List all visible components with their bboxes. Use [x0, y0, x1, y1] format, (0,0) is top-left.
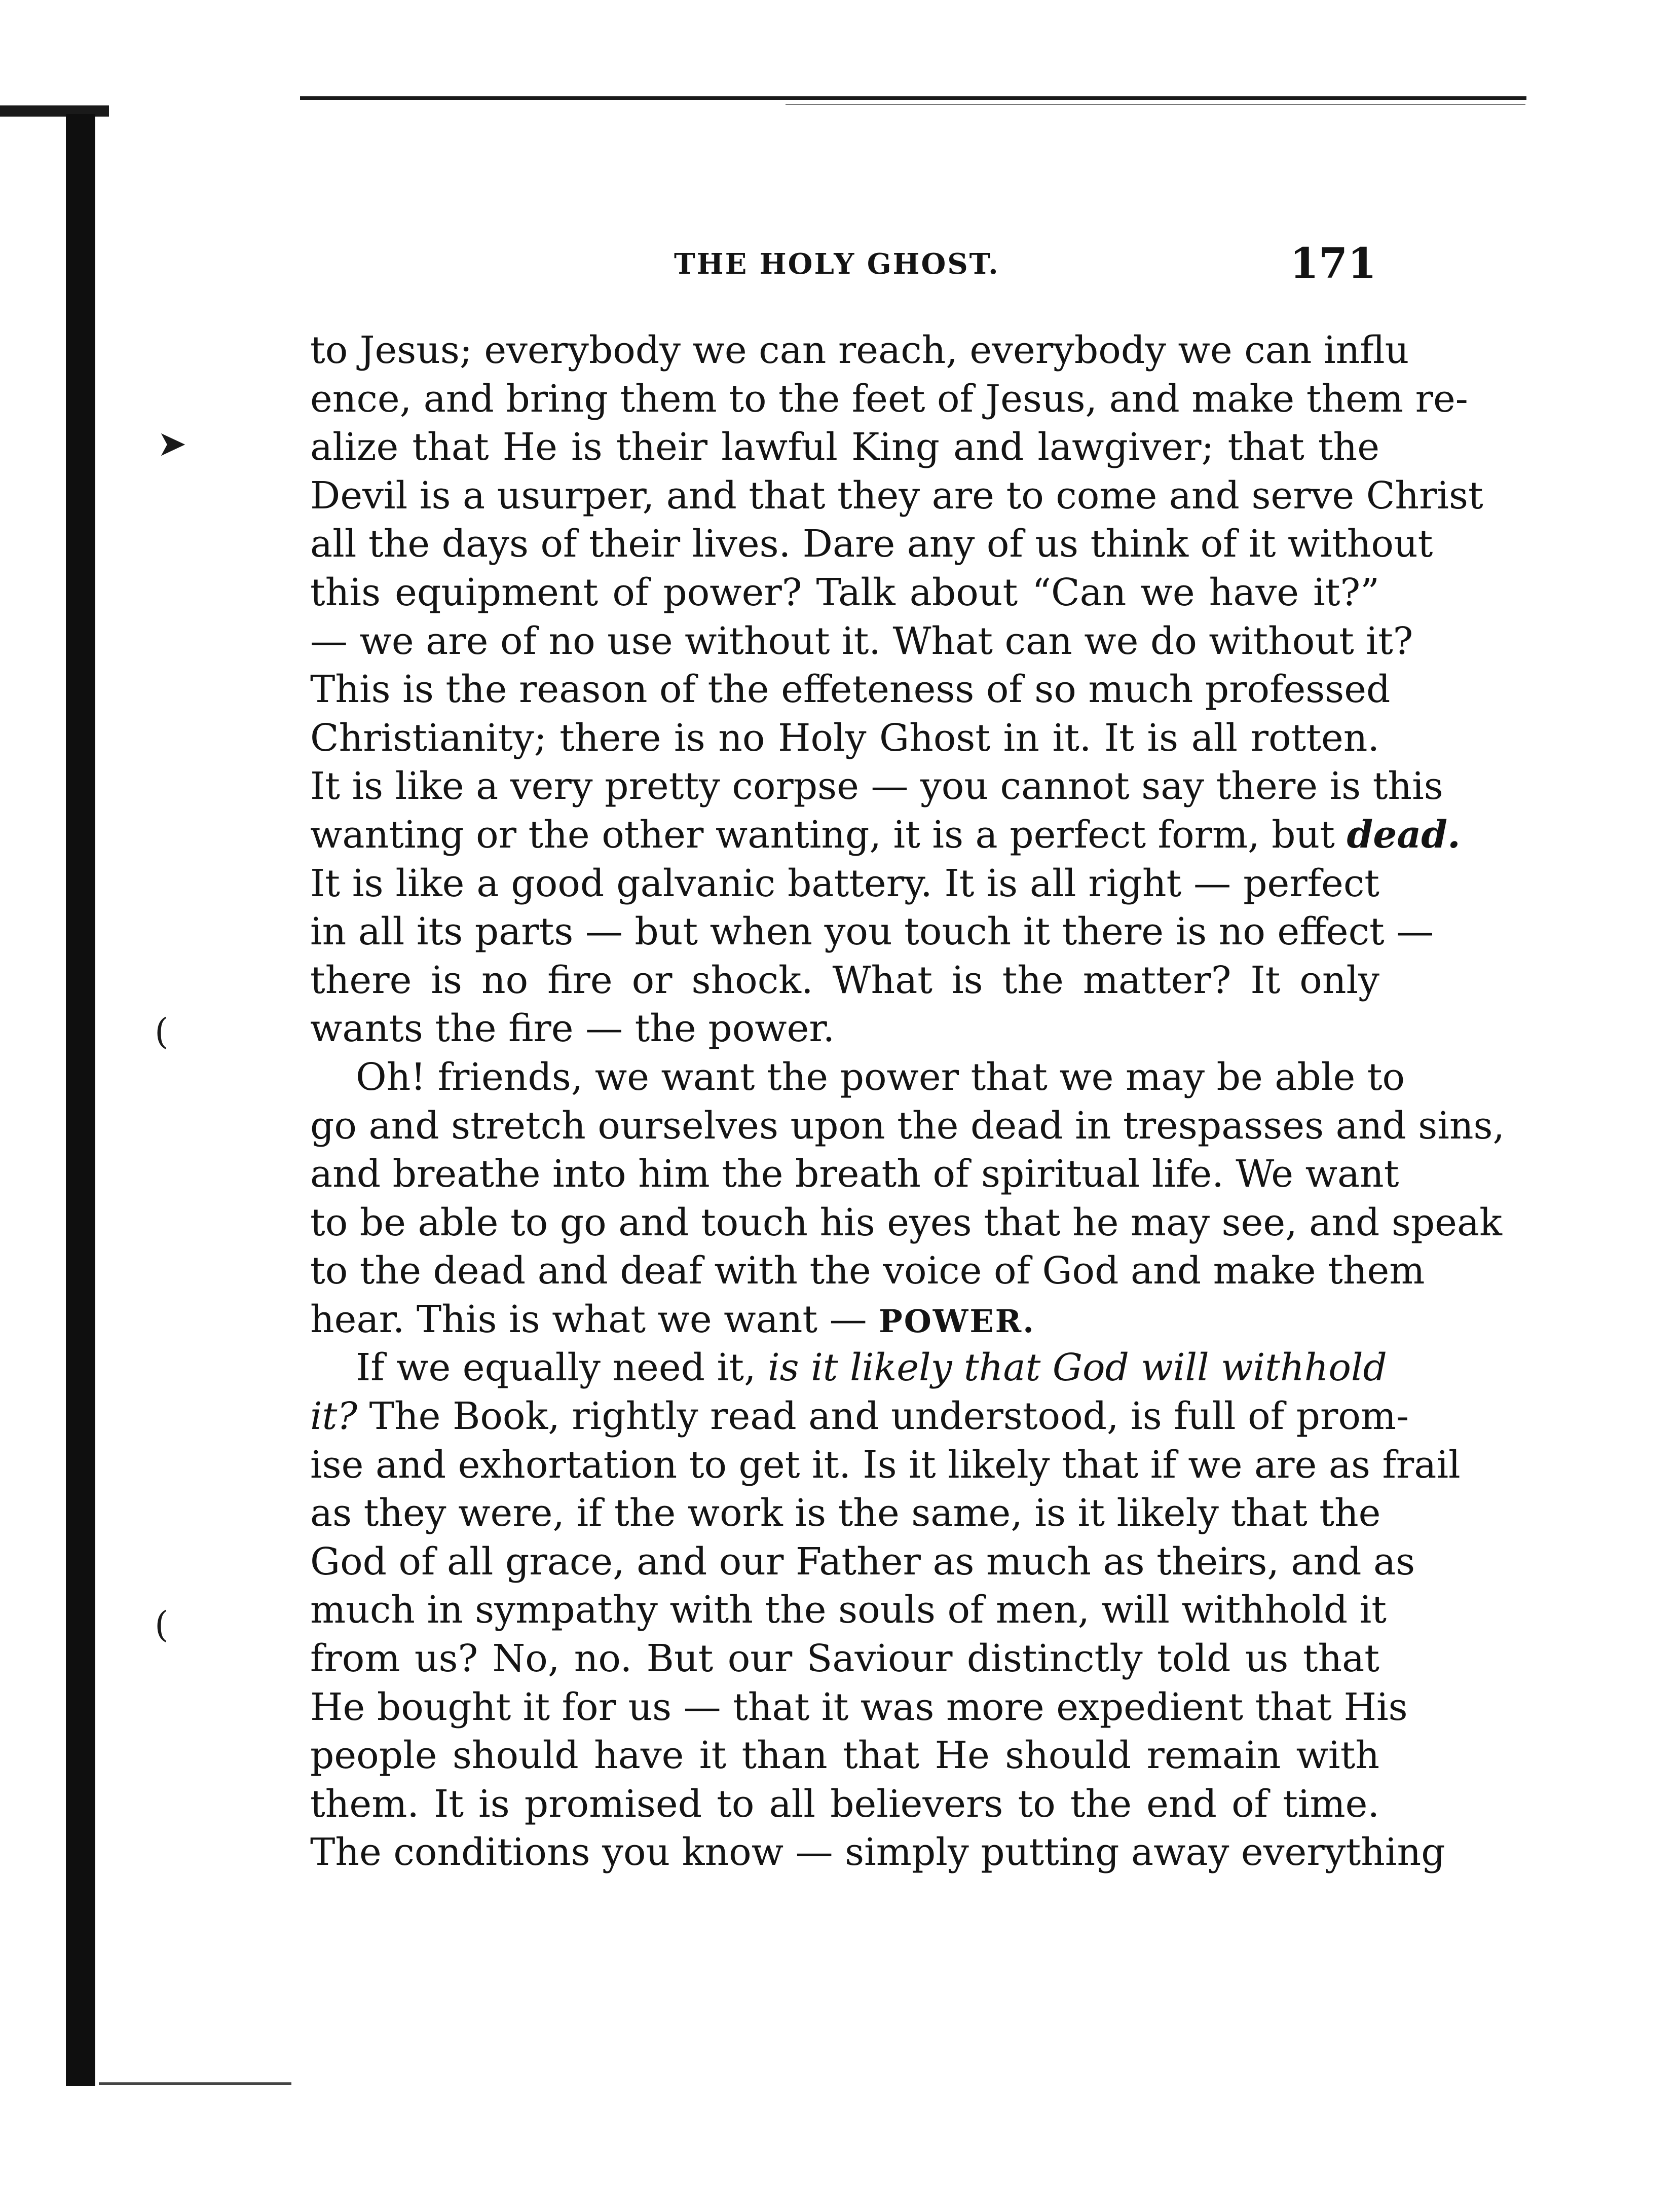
text-line: Oh! friends, we want the power that we may be able to	[356, 1055, 1405, 1099]
text-line: ise and exhortation to get it. Is it likely that if we are as frail	[310, 1443, 1461, 1487]
text-line: from us? No, no. But our Saviour distinctly told us that	[310, 1637, 1379, 1681]
text-line	[310, 1392, 1409, 1441]
text-line: as they were, if the work is the same, is it likely that the	[310, 1491, 1381, 1535]
binding-bottom-flare	[99, 2082, 291, 2085]
top-rule-thin	[786, 104, 1525, 105]
page-number: 171	[1290, 239, 1377, 288]
margin-bracket-mark-2: (	[155, 1604, 169, 1645]
text-line: there is no fire or shock. What is the matter? It only	[310, 958, 1379, 1002]
text-line: in all its parts — but when you touch it there is no effect —	[310, 910, 1434, 954]
text-line: Christianity; there is no Holy Ghost in it. It is all rotten.	[310, 716, 1379, 760]
text-line: ence, and bring them to the feet of Jesus, and make them re-	[310, 377, 1468, 421]
text-line-segment: The Book, rightly read and understood, is full of prom-	[369, 1394, 1409, 1439]
text-line: The conditions you know — simply putting away everything	[310, 1830, 1445, 1875]
margin-bracket-mark: (	[155, 1011, 169, 1052]
page-binding-edge	[66, 114, 95, 2086]
text-line: to the dead and deaf with the voice of God and make them	[310, 1249, 1425, 1293]
text-line	[310, 1344, 1387, 1392]
text-line: and breathe into him the breath of spiritual life. We want	[310, 1152, 1399, 1196]
text-line: go and stretch ourselves upon the dead in trespasses and sins,	[310, 1104, 1505, 1148]
text-line: This is the reason of the effeteness of so much professed	[310, 668, 1391, 712]
text-line: He bought it for us — that it was more expedient that His	[310, 1685, 1408, 1729]
text-line: It is like a good galvanic battery. It is all right — perfect	[310, 861, 1379, 905]
text-line	[310, 1296, 1379, 1344]
text-line: this equipment of power? Talk about “Can we have it?”	[310, 570, 1379, 614]
text-line: to Jesus; everybody we can reach, everybody we can influ	[310, 328, 1409, 372]
emphasis-dead: dead.	[1347, 813, 1461, 857]
top-rule	[300, 96, 1526, 100]
text-line: them. It is promised to all believers to the end of time.	[310, 1782, 1379, 1826]
text-line-segment: If we equally need it,	[356, 1346, 756, 1390]
text-line-segment: hear. This is what we want —	[310, 1297, 867, 1341]
text-line-segment: wanting or the other wanting, it is a perfect form, but	[310, 813, 1335, 857]
text-line: all the days of their lives. Dare any of us think of it without	[310, 522, 1433, 566]
emphasis-power: POWER.	[879, 1302, 1035, 1340]
text-line: wants the fire — the power.	[310, 1007, 835, 1051]
text-line: God of all grace, and our Father as much as theirs, and as	[310, 1539, 1415, 1584]
text-line: to be able to go and touch his eyes that he may see, and speak	[310, 1200, 1502, 1244]
text-line: alize that He is their lawful King and lawgiver; that the	[310, 425, 1379, 469]
text-line: people should have it than that He should remain with	[310, 1734, 1379, 1778]
text-line	[310, 811, 1461, 860]
text-line: — we are of no use without it. What can we do without it?	[310, 619, 1413, 663]
emphasis-italic: it?	[310, 1394, 358, 1439]
text-line: Devil is a usurper, and that they are to come and serve Christ	[310, 473, 1483, 518]
text-line: It is like a very pretty corpse — you cannot say there is this	[310, 764, 1443, 809]
text-line: much in sympathy with the souls of men, will withhold it	[310, 1588, 1387, 1632]
emphasis-italic: is it likely that God will withhold	[768, 1346, 1387, 1390]
running-title: THE HOLY GHOST.	[674, 247, 1000, 281]
margin-arrow-mark: ➤	[157, 423, 187, 464]
body-text	[310, 326, 1505, 1877]
